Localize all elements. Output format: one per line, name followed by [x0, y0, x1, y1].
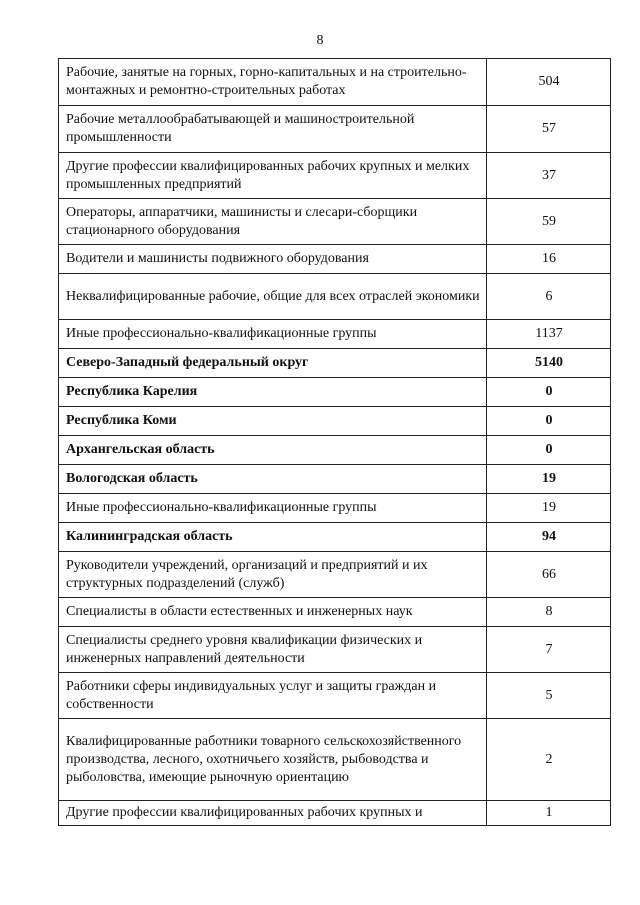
row-value: 37: [487, 153, 611, 199]
row-label: Вологодская область: [59, 465, 487, 494]
row-label: Квалифицированные работники товарного сельскохозяйственного производства, лесного, охотничьего хозяйств, рыбоводства и рыболовства, имеющие рыночную ориентацию: [59, 719, 487, 801]
row-label: Рабочие металлообрабатывающей и машиностроительной промышленности: [59, 106, 487, 153]
table-row: [59, 245, 611, 274]
row-label: Иные профессионально-квалификационные группы: [59, 320, 487, 349]
table-row: [59, 274, 611, 320]
row-value: 19: [487, 494, 611, 523]
row-label: Операторы, аппаратчики, машинисты и слесари-сборщики стационарного оборудования: [59, 199, 487, 245]
table-row: [59, 673, 611, 719]
row-value: 8: [487, 598, 611, 627]
row-value: 0: [487, 378, 611, 407]
row-label: Калининградская область: [59, 523, 487, 552]
row-value: 94: [487, 523, 611, 552]
table-row: [59, 552, 611, 598]
row-label: Республика Коми: [59, 407, 487, 436]
row-value: 504: [487, 59, 611, 106]
row-label: Северо-Западный федеральный округ: [59, 349, 487, 378]
row-value: 1: [487, 801, 611, 826]
table-row: [59, 494, 611, 523]
table-row: [59, 59, 611, 106]
table-row: [59, 436, 611, 465]
table-row: [59, 153, 611, 199]
row-label: Рабочие, занятые на горных, горно-капитальных и на строительно-монтажных и ремонтно-строительных работах: [59, 59, 487, 106]
row-label: Специалисты среднего уровня квалификации физических и инженерных направлений деятельности: [59, 627, 487, 673]
row-label: Иные профессионально-квалификационные группы: [59, 494, 487, 523]
row-value: 5140: [487, 349, 611, 378]
table-row: [59, 407, 611, 436]
table-row: [59, 106, 611, 153]
row-label: Руководители учреждений, организаций и предприятий и их структурных подразделений (служб): [59, 552, 487, 598]
row-label: Водители и машинисты подвижного оборудования: [59, 245, 487, 274]
data-table: [58, 58, 611, 826]
row-value: 7: [487, 627, 611, 673]
page-number: 8: [316, 33, 324, 48]
table-row: [59, 320, 611, 349]
row-value: 16: [487, 245, 611, 274]
row-label: Неквалифицированные рабочие, общие для всех отраслей экономики: [59, 274, 487, 320]
row-label: Республика Карелия: [59, 378, 487, 407]
table-row: [59, 523, 611, 552]
row-value: 59: [487, 199, 611, 245]
table-row: [59, 627, 611, 673]
row-label: Архангельская область: [59, 436, 487, 465]
row-value: 0: [487, 436, 611, 465]
row-value: 0: [487, 407, 611, 436]
row-value: 19: [487, 465, 611, 494]
row-label: Другие профессии квалифицированных рабочих крупных и: [59, 801, 487, 826]
row-label: Работники сферы индивидуальных услуг и защиты граждан и собственности: [59, 673, 487, 719]
row-label: Специалисты в области естественных и инженерных наук: [59, 598, 487, 627]
row-value: 5: [487, 673, 611, 719]
row-value: 1137: [487, 320, 611, 349]
row-value: 6: [487, 274, 611, 320]
row-value: 2: [487, 719, 611, 801]
row-value: 66: [487, 552, 611, 598]
row-label: Другие профессии квалифицированных рабочих крупных и мелких промышленных предприятий: [59, 153, 487, 199]
table-body: [59, 59, 611, 826]
row-value: 57: [487, 106, 611, 153]
table-row: [59, 199, 611, 245]
table-row: [59, 378, 611, 407]
table-row: [59, 719, 611, 801]
table-row: [59, 349, 611, 378]
table-row: [59, 598, 611, 627]
table-row: [59, 801, 611, 826]
table-row: [59, 465, 611, 494]
